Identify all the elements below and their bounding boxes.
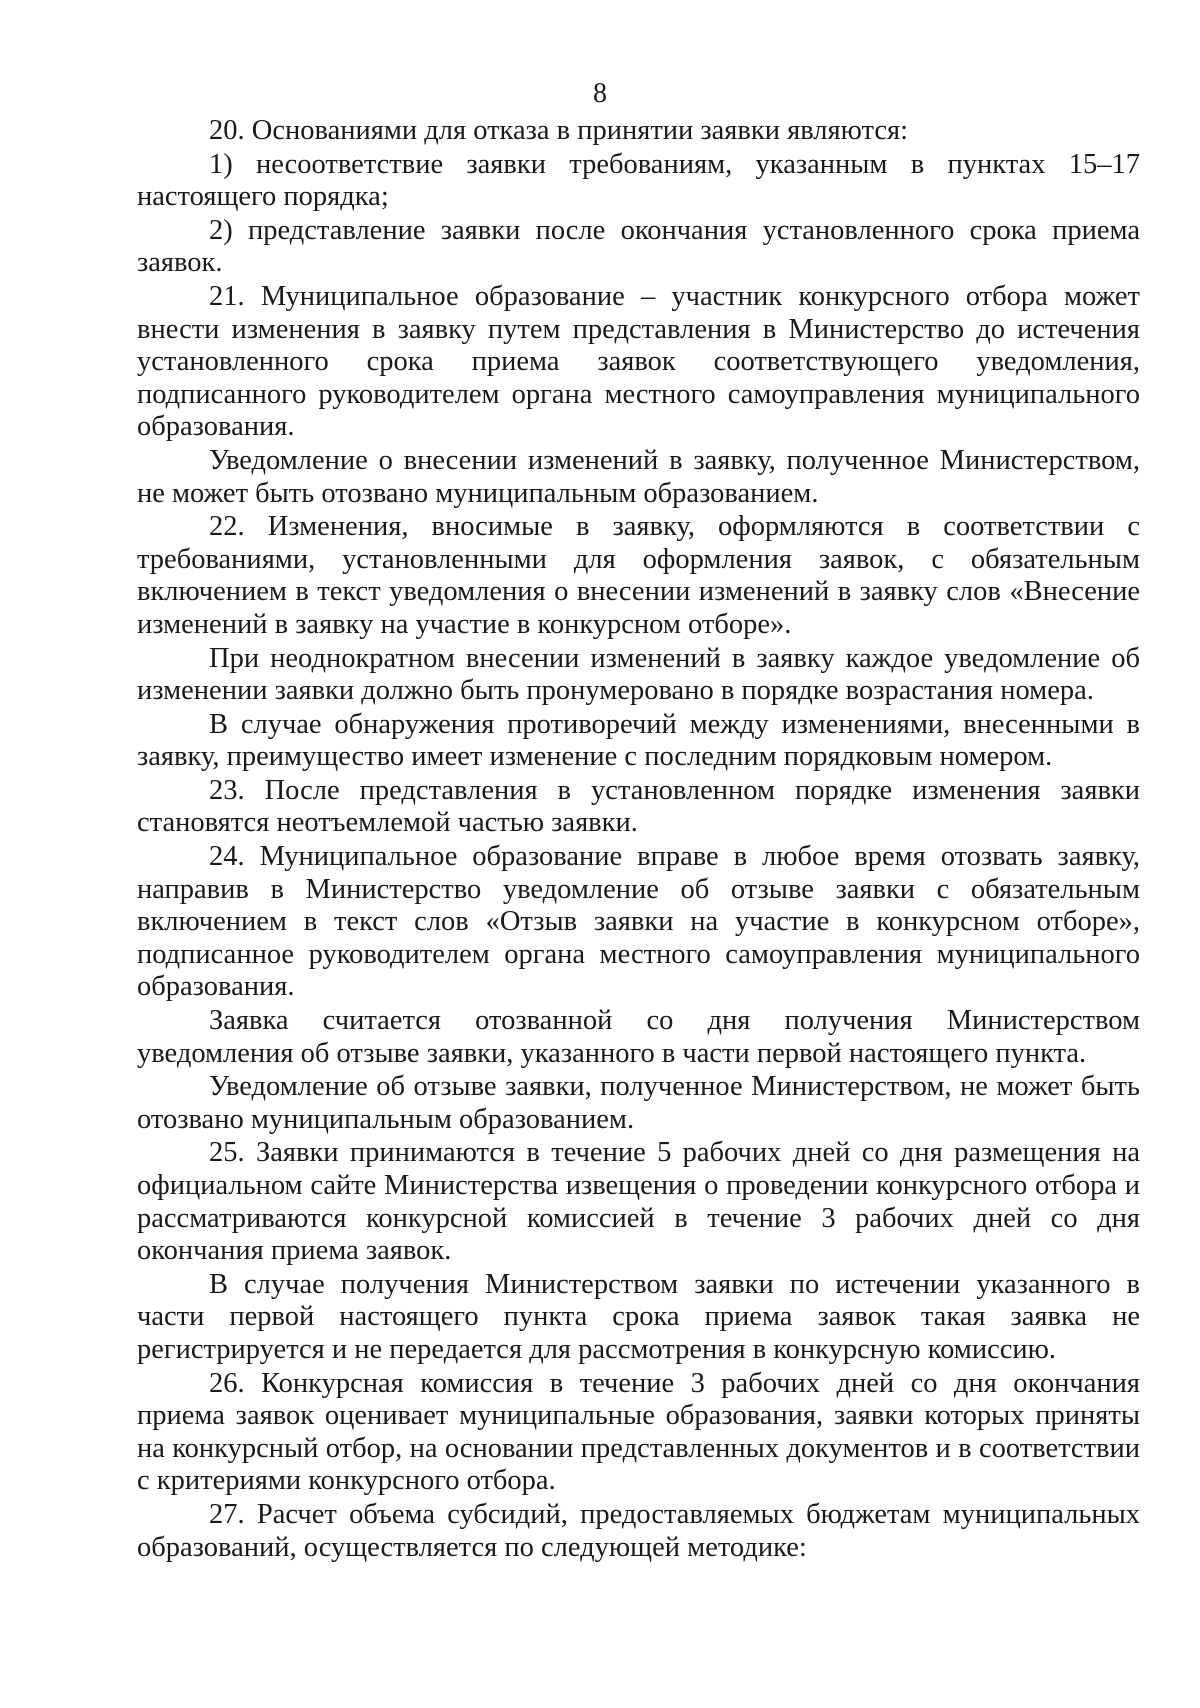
paragraph-20-item-2: 2) представление заявки после окончания установленного срока приема заявок. [137, 214, 1140, 279]
page-number: 8 [593, 78, 607, 109]
paragraph-22-part-3: В случае обнаружения противоречий между изменениями, внесенными в заявку, преимущество имеет изменение с последним порядковым номером. [137, 708, 1140, 773]
paragraph-20: 20. Основаниями для отказа в принятии заявки являются: [209, 115, 909, 146]
paragraph-23: 23. После представления в установленном порядке изменения заявки становятся неотъемлемой частью заявки. [137, 774, 1140, 839]
paragraph-24-part-3: Уведомление об отзыве заявки, полученное Министерством, не может быть отозвано муниципальным образованием. [137, 1071, 1140, 1135]
paragraph-24-part-2: Заявка считается отозванной со дня получения Министерством уведомления об отзыве заявки, указанного в части первой настоящего пункта. [137, 1005, 1140, 1069]
paragraph-26: 26. Конкурсная комиссия в течение 3 рабочих дней со дня окончания приема заявок оценивает муниципальные образования, заявки которых приняты на конкурсный отбор, на основании представленных документов и в соответствии с критериями конкурсного отбора. [137, 1367, 1140, 1497]
paragraph-25-part-2: В случае получения Министерством заявки по истечении указанного в части первой настоящего пункта срока приема заявок такая заявка не регистрируется и не передается для рассмотрения в конкурсную комиссию. [137, 1268, 1140, 1365]
paragraph-22-part-2: При неоднократном внесении изменений в заявку каждое уведомление об изменении заявки должно быть пронумеровано в порядке возрастания номера. [137, 642, 1140, 707]
paragraph-21-part-2: Уведомление о внесении изменений в заявку, полученное Министерством, не может быть отозвано муниципальным образованием. [137, 444, 1140, 509]
document-body [137, 115, 1140, 1565]
paragraph-22: 22. Изменения, вносимые в заявку, оформляются в соответствии с требованиями, установленными для оформления заявок, с обязательным включением в текст уведомления о внесении изменений в заявку слов «Внесение изменений в заявку на участие в конкурсном отборе». [137, 511, 1140, 640]
paragraph-21: 21. Муниципальное образование – участник конкурсного отбора может внести изменения в заявку путем представления в Министерство до истечения установленного срока приема заявок соответствующего уведомления, подписанного руководителем органа местного самоуправления муниципального образования. [137, 280, 1140, 443]
paragraph-20-item-1: 1) несоответствие заявки требованиям, указанным в пунктах 15–17 настоящего порядка; [137, 148, 1140, 213]
paragraph-27: 27. Расчет объема субсидий, предоставляемых бюджетам муниципальных образований, осуществляется по следующей методике: [137, 1498, 1140, 1563]
paragraph-25: 25. Заявки принимаются в течение 5 рабочих дней со дня размещения на официальном сайте Министерства извещения о проведении конкурсного отбора и рассматриваются конкурсной комиссией в течение 3 рабочих дней со дня окончания приема заявок. [137, 1137, 1140, 1267]
paragraph-24: 24. Муниципальное образование вправе в любое время отозвать заявку, направив в Министерство уведомление об отзыве заявки с обязательным включением в текст слов «Отзыв заявки на участие в конкурсном отборе», подписанное руководителем органа местного самоуправления муниципального образования. [137, 841, 1140, 1003]
